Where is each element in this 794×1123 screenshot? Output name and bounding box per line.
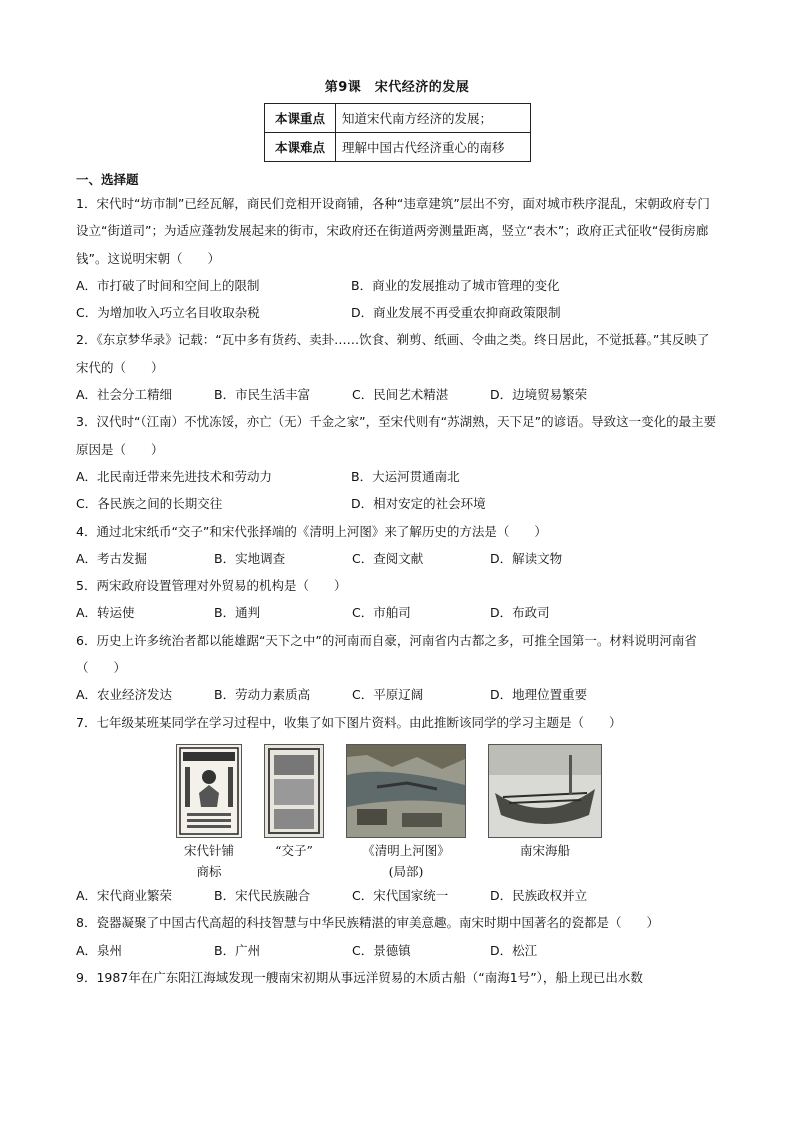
option-c[interactable]: C．查阅文献 <box>352 550 424 566</box>
question-5: 5．两宋政府设置管理对外贸易的机构是（ ） <box>76 578 347 594</box>
option-c[interactable]: C．为增加收入巧立名目收取杂税 <box>76 305 260 321</box>
picture-item <box>488 744 602 880</box>
question-2-options <box>76 381 720 408</box>
option-c[interactable]: C．市舶司 <box>352 605 411 621</box>
question-7-options <box>76 882 720 909</box>
question-4-options <box>76 545 720 572</box>
option-d[interactable]: D．解读文物 <box>490 550 563 566</box>
table-row <box>265 133 531 162</box>
option-a[interactable]: A．社会分工精细 <box>76 387 173 403</box>
option-d[interactable]: D．边境贸易繁荣 <box>490 387 588 403</box>
option-b[interactable]: B．广州 <box>214 942 261 958</box>
picture-caption: 《清明上河图》 <box>362 842 450 858</box>
option-a[interactable]: A．泉州 <box>76 942 123 958</box>
picture-caption: “交子” <box>275 842 313 858</box>
option-b[interactable]: B．通判 <box>214 605 261 621</box>
option-b[interactable]: B．劳动力素质高 <box>214 687 311 703</box>
question-9: 9．1987年在广东阳江海域发现一艘南宋初期从事远洋贸易的木质古船（“南海1号”），船上现已出水数 <box>76 969 643 985</box>
painting-icon <box>346 744 466 838</box>
option-c[interactable]: C．各民族之间的长期交往 <box>76 496 223 512</box>
question-1: 1．宋代时“坊市制”已经瓦解，商民们竞相开设商铺，各种“违章建筑”层出不穷，面对城市秩序混乱，宋朝政府专门设立“街道司”；为适应蓬勃发展起来的街市，宋政府还在街道两旁测量距离，竖立“表木”；政府正式征收“侵街房廊钱”。这说明宋朝（ ） <box>76 196 710 266</box>
option-a[interactable]: A．市打破了时间和空间上的限制 <box>76 277 260 293</box>
option-a[interactable]: A．宋代商业繁荣 <box>76 887 173 903</box>
question-5-options <box>76 599 720 626</box>
question-3: 3．汉代时“（江南）不忧冻馁，亦亡（无）千金之家”，至宋代则有“苏湖熟，天下足”的谚语。导致这一变化的最主要原因是（ ） <box>76 414 717 457</box>
question-8-options <box>76 937 720 964</box>
question-7: 7．七年级某班某同学在学习过程中，收集了如下图片资料。由此推断该同学的学习主题是（ ） <box>76 714 622 730</box>
paper-money-icon <box>264 744 324 838</box>
option-a[interactable]: A．北民南迁带来先进技术和劳动力 <box>76 468 273 484</box>
picture-item <box>176 744 242 880</box>
question-1-options <box>76 272 720 327</box>
shop-label-icon <box>176 744 242 838</box>
lesson-focus-table <box>264 103 531 162</box>
difficulty-text: 理解中国古代经济重心的南移 <box>336 133 531 162</box>
question-4: 4．通过北宋纸币“交子”和宋代张择端的《清明上河图》来了解历史的方法是（ ） <box>76 523 547 539</box>
option-c[interactable]: C．民间艺术精湛 <box>352 387 449 403</box>
option-d[interactable]: D．布政司 <box>490 605 550 621</box>
option-d[interactable]: D．相对安定的社会环境 <box>351 496 486 512</box>
option-b[interactable]: B．商业的发展推动了城市管理的变化 <box>351 277 560 293</box>
question-6-options <box>76 681 720 708</box>
section-title: 一、选择题 <box>76 172 139 187</box>
picture-caption: 商标 <box>196 863 222 879</box>
option-c[interactable]: C．宋代国家统一 <box>352 887 449 903</box>
question-2: 2．《东京梦华录》记载：“瓦中多有货药、卖卦……饮食、剃剪、纸画、令曲之类。终日居此，不觉抵暮。”其反映了宋代的（ ） <box>76 332 710 375</box>
picture-caption: 宋代针铺 <box>183 842 234 858</box>
page-title: 第9课 宋代经济的发展 <box>324 80 470 95</box>
option-b[interactable]: B．实地调查 <box>214 550 286 566</box>
question-3-options <box>76 463 720 518</box>
table-row <box>265 104 531 133</box>
picture-item <box>346 744 466 880</box>
difficulty-label: 本课难点 <box>265 133 336 162</box>
option-d[interactable]: D．商业发展不再受重农抑商政策限制 <box>351 305 561 321</box>
option-b[interactable]: B．宋代民族融合 <box>214 887 311 903</box>
question-list <box>76 190 720 991</box>
option-b[interactable]: B．市民生活丰富 <box>214 387 311 403</box>
question-8: 8．瓷器凝聚了中国古代高超的科技智慧与中华民族精湛的审美意趣。南宋时期中国著名的瓷都是（ ） <box>76 915 659 931</box>
question-7-pictures <box>176 744 720 880</box>
option-c[interactable]: C．平原辽阔 <box>352 687 424 703</box>
option-a[interactable]: A．转运使 <box>76 605 135 621</box>
option-a[interactable]: A．农业经济发达 <box>76 687 173 703</box>
option-d[interactable]: D．地理位置重要 <box>490 687 588 703</box>
question-6: 6．历史上许多统治者都以能雄踞“天下之中”的河南而自豪，河南省内古都之多，可推全国第一。材料说明河南省（ ） <box>76 632 697 676</box>
picture-caption: (局部) <box>388 863 424 879</box>
option-d[interactable]: D．民族政权并立 <box>490 887 588 903</box>
key-point-label: 本课重点 <box>265 104 336 133</box>
option-c[interactable]: C．景德镇 <box>352 942 411 958</box>
picture-caption: 南宋海船 <box>519 842 570 858</box>
ship-icon <box>488 744 602 838</box>
key-point-text: 知道宋代南方经济的发展； <box>336 104 531 133</box>
option-a[interactable]: A．考古发掘 <box>76 550 148 566</box>
picture-item <box>264 744 324 880</box>
option-b[interactable]: B．大运河贯通南北 <box>351 468 460 484</box>
option-d[interactable]: D．松江 <box>490 942 538 958</box>
